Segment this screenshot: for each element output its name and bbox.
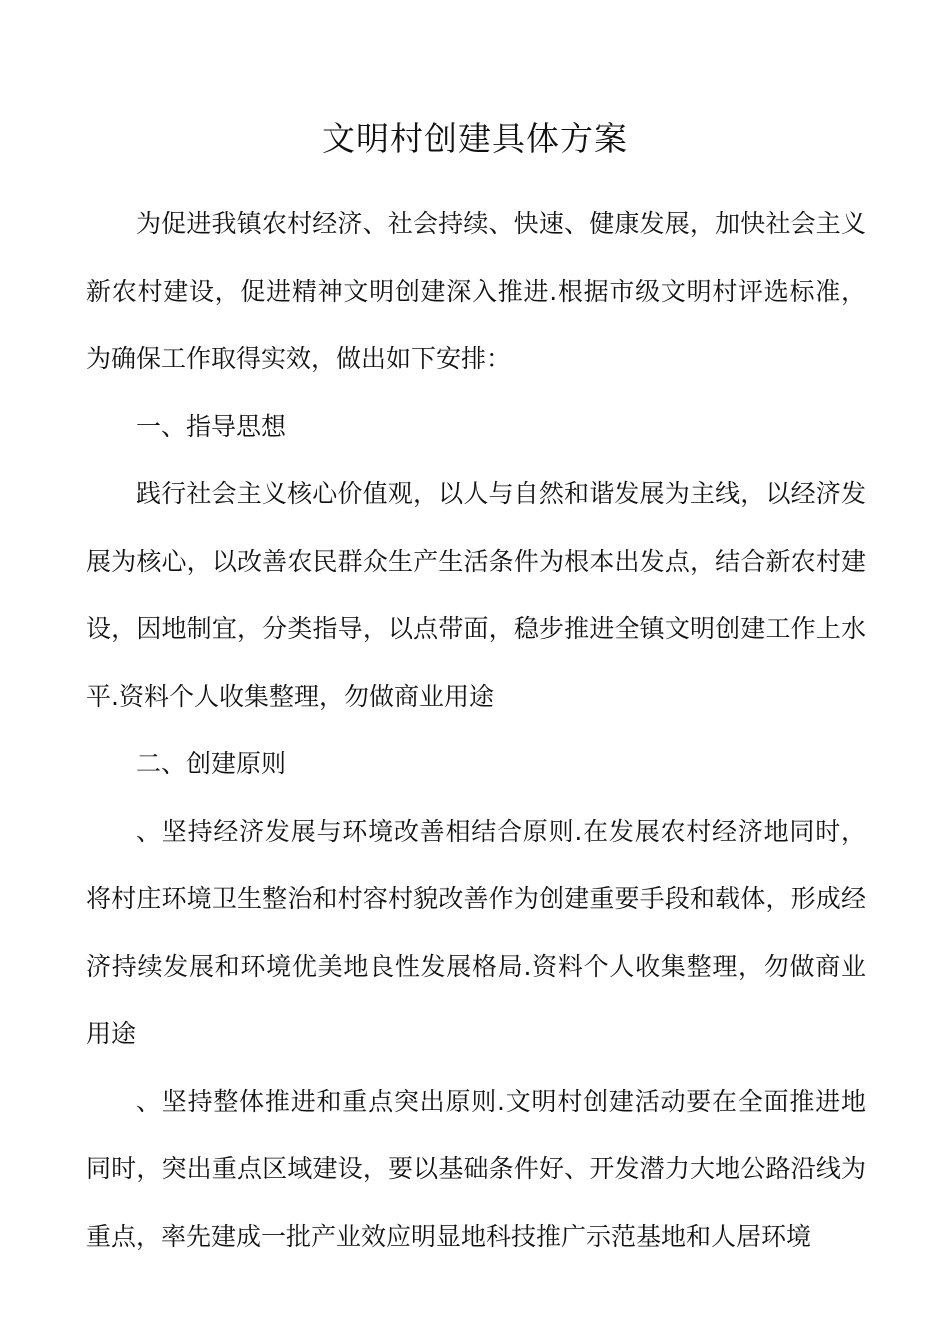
document-title: 文明村创建具体方案 <box>322 119 628 158</box>
section-heading-guiding-ideology: 一、指导思想 <box>136 411 287 441</box>
document-body <box>86 190 866 1270</box>
guiding-ideology-paragraph: 践行社会主义核心价值观，以人与自然和谐发展为主线，以经济发展为核心，以改善农民群众生产生活条件为根本出发点，结合新农村建设，因地制宜，分类指导，以点带面，稳步推进全镇文明创建工作上水平.资料个人收集整理，勿做商业用途 <box>86 479 866 711</box>
section-heading-principles: 二、创建原则 <box>136 749 287 778</box>
principle-paragraph-2: 、坚持整体推进和重点突出原则.文明村创建活动要在全面推进地同时，突出重点区域建设，要以基础条件好、开发潜力大地公路沿线为重点，率先建成一批产业效应明显地科技推广示范基地和人居环境 <box>86 1086 866 1251</box>
principle-paragraph-1: 、坚持经济发展与环境改善相结合原则.在发展农村经济地同时，将村庄环境卫生整治和村容村貌改善作为创建重要手段和载体，形成经济持续发展和环境优美地良性发展格局.资料个人收集整理，勿做商业用途 <box>86 816 866 1048</box>
intro-paragraph: 为促进我镇农村经济、社会持续、快速、健康发展，加快社会主义新农村建设，促进精神文明创建深入推进.根据市级文明村评选标准，为确保工作取得实效，做出如下安排： <box>86 209 866 373</box>
